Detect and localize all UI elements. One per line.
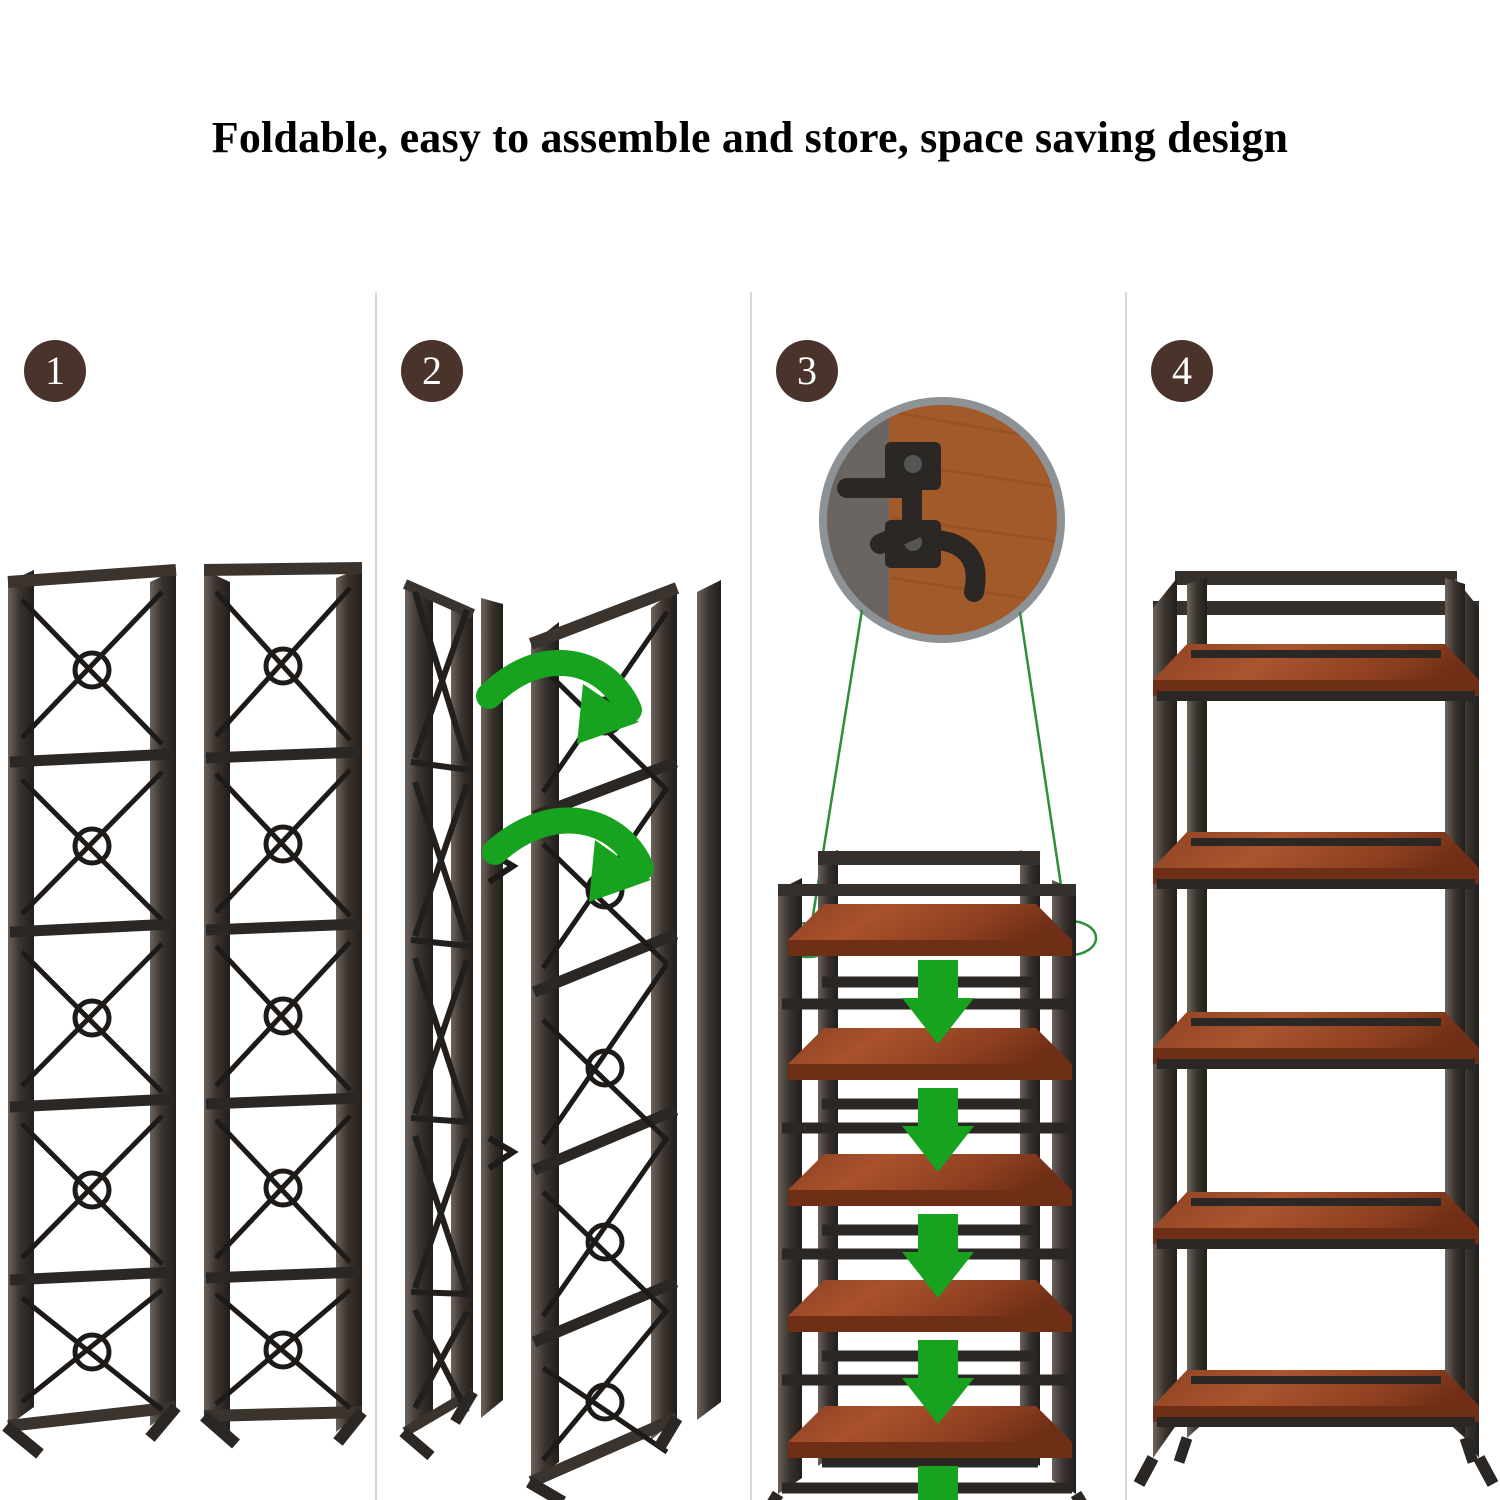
step-number-badge-1: 1 (24, 340, 86, 402)
page-title: Foldable, easy to assemble and store, space saving design (211, 113, 1289, 162)
step-number-badge-3: 3 (776, 340, 838, 402)
step-number-badge-2: 2 (401, 340, 463, 402)
illustration-unfolding-frame (377, 292, 750, 1500)
shelf-board (788, 1406, 1072, 1458)
panel-step-4 (1125, 292, 1500, 1500)
shelf-tier (1153, 832, 1479, 884)
illustration-folded-frame (0, 292, 375, 1500)
shelf-tier (1153, 1370, 1479, 1422)
shelf-tier (1153, 644, 1479, 696)
illustration-insert-shelves (752, 292, 1125, 1500)
shelf-board (788, 1028, 1072, 1080)
shelf-board (788, 1280, 1072, 1332)
shelf-tier (1153, 1192, 1479, 1244)
shelf-board (788, 904, 1072, 956)
steps-container (0, 292, 1500, 1500)
panel-step-3 (750, 292, 1125, 1500)
panel-step-1 (0, 292, 375, 1500)
shelf-tier (1153, 1012, 1479, 1064)
curved-arrow-lower (495, 820, 651, 902)
shelf-board (788, 1154, 1072, 1206)
illustration-assembled-shelf (1127, 292, 1500, 1500)
curved-arrow-upper (489, 663, 639, 744)
step-number-badge-4: 4 (1151, 340, 1213, 402)
panel-step-2 (375, 292, 750, 1500)
